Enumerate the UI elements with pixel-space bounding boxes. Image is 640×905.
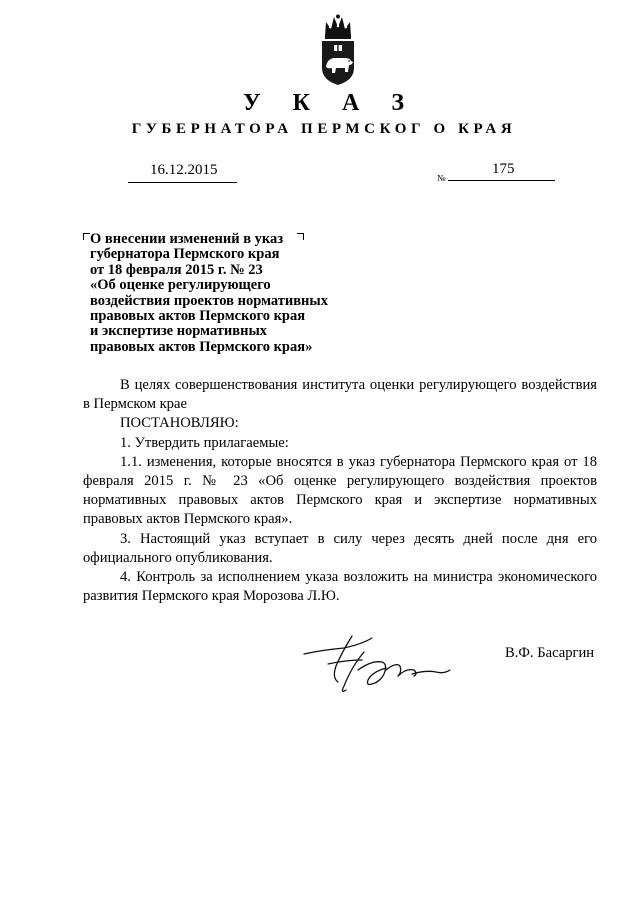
number-label: № <box>437 173 446 183</box>
subject-line: правовых актов Пермского края» <box>90 338 313 355</box>
subject-line: О внесении изменений в указ <box>90 231 284 247</box>
signer-name: В.Ф. Басаргин <box>505 645 595 661</box>
document-number: 175 <box>492 161 515 177</box>
body-paragraph-item-1-1: 1.1. изменения, которые вносятся в указ губернатора Пермского края от 18 февраля 2015 г. № 23 «Об оценке регулирующего воздействия проектов нормативных правовых актов Пермского края и экспертизе нормативных правовых актов Пермского края». <box>83 453 597 528</box>
document-subtitle: ГУБЕРНАТОРА ПЕРМСКОГ О КРАЯ <box>131 121 517 137</box>
subject-line: воздействия проектов нормативных <box>90 292 328 309</box>
subject-line: и экспертизе нормативных <box>90 323 268 340</box>
handwritten-signature <box>302 630 452 696</box>
body-paragraph-preamble: В целях совершенствования института оценки регулирующего воздействия в Пермском крае <box>83 377 597 413</box>
subject-corner-left <box>83 233 90 240</box>
number-underline <box>448 180 555 181</box>
document-body <box>83 376 597 606</box>
perm-krai-coat-of-arms-icon <box>318 14 358 86</box>
body-paragraph-item-1: 1. Утвердить прилагаемые: <box>120 434 289 451</box>
date-underline <box>128 182 237 183</box>
body-paragraph-item-4: 4. Контроль за исполнением указа возложить на министра экономического развития Пермского края Морозова Л.Ю. <box>83 569 597 605</box>
subject-line: от 18 февраля 2015 г. № 23 <box>90 261 263 278</box>
document-title: У К А З <box>242 90 417 116</box>
document-subject <box>90 232 350 355</box>
body-paragraph-item-3: 3. Настоящий указ вступает в силу через десять дней после дня его официального опубликования. <box>83 530 597 566</box>
document-date: 16.12.2015 <box>150 162 218 178</box>
subject-line: «Об оценке регулирующего <box>90 277 271 294</box>
body-paragraph-resolve: ПОСТАНОВЛЯЮ: <box>120 415 239 432</box>
subject-line: губернатора Пермского края <box>90 246 280 263</box>
subject-line: правовых актов Пермского края <box>90 308 306 325</box>
